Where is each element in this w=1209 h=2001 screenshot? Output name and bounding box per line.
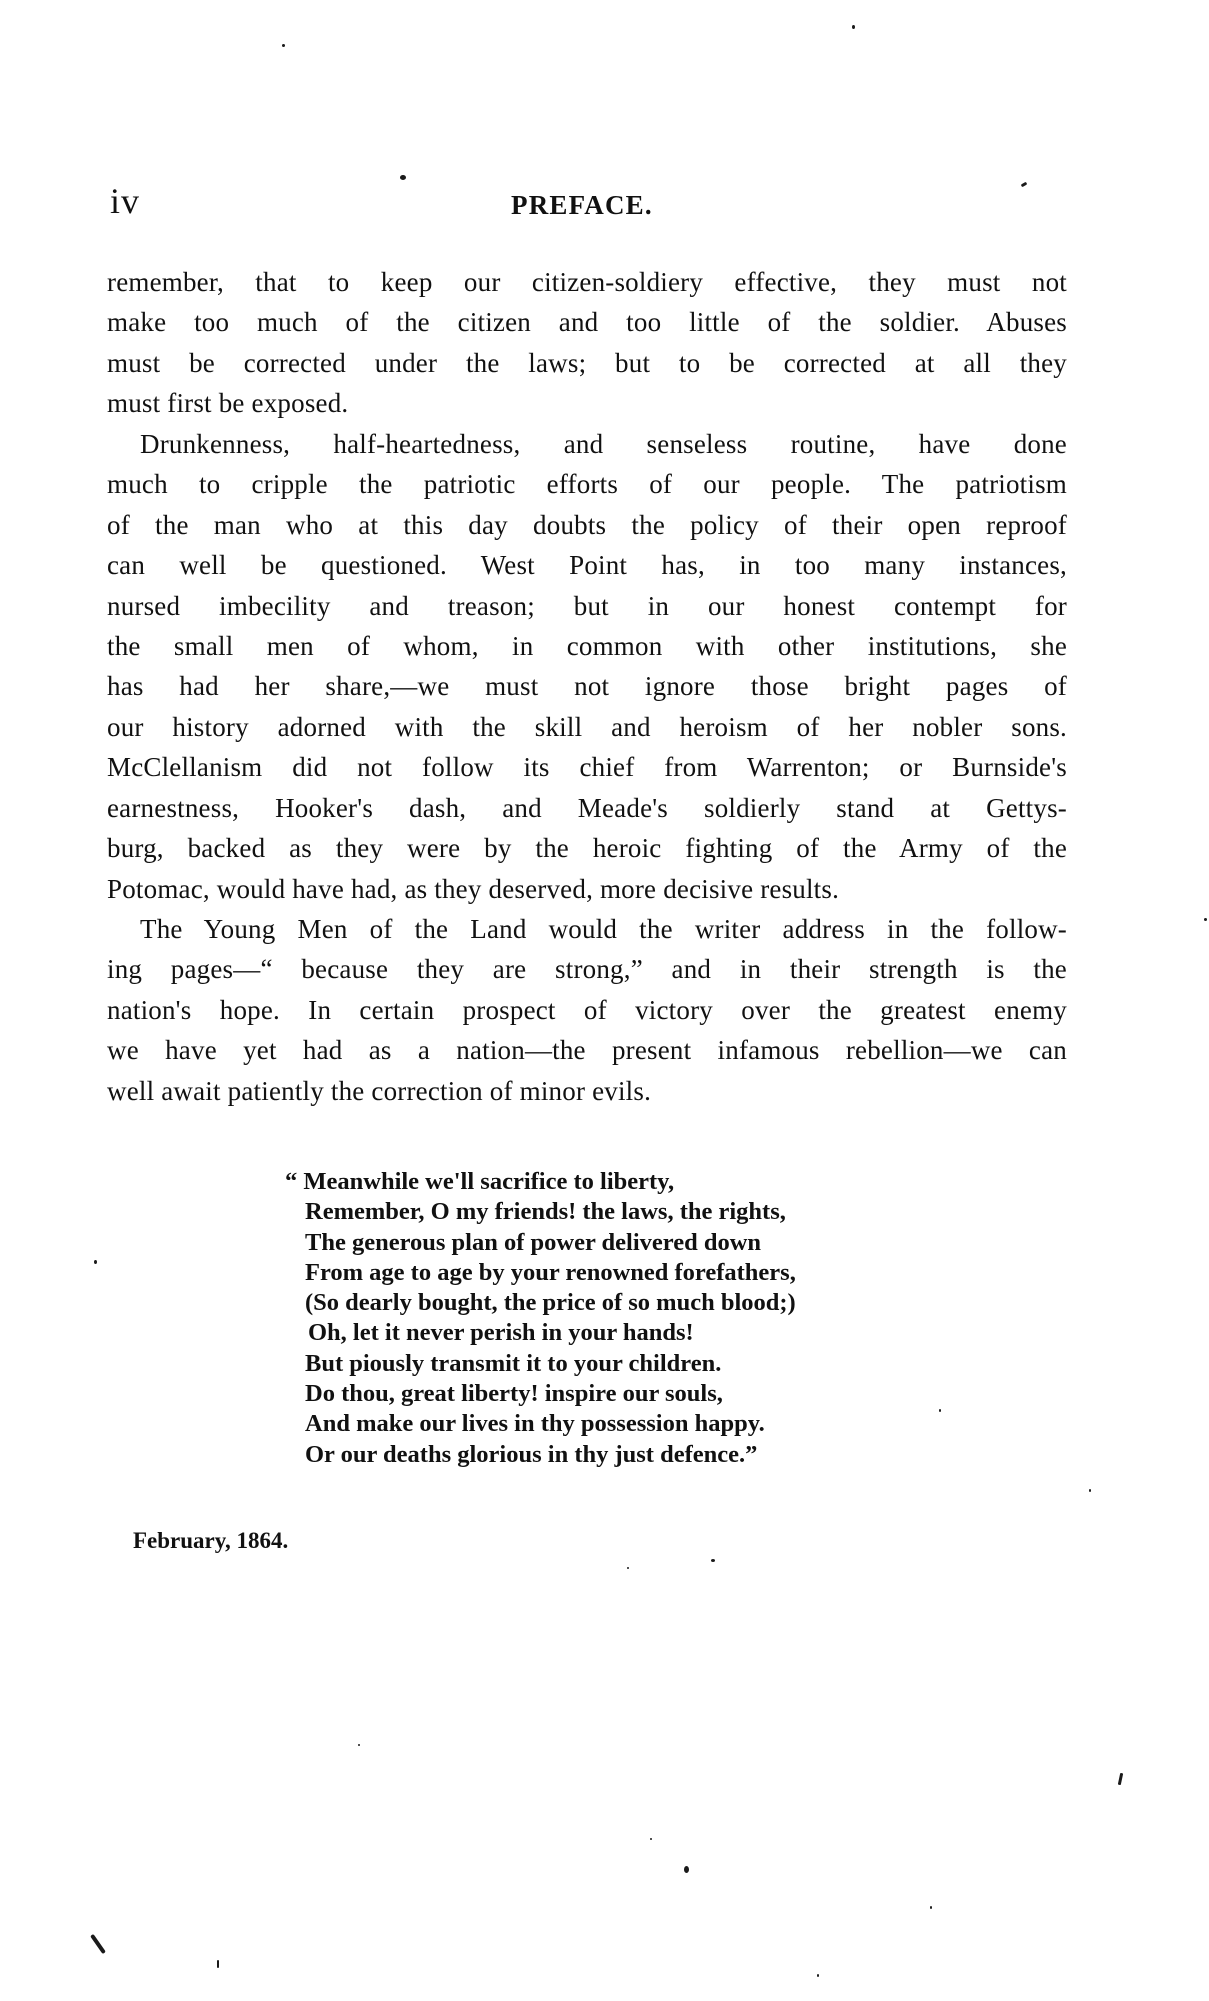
scan-speck bbox=[817, 1974, 819, 1977]
paragraph-3 bbox=[107, 909, 1067, 1111]
text-line: the small men of whom, in common with other institutions, she bbox=[107, 630, 1067, 661]
text-line: has had her share,—we must not ignore those bright pages of bbox=[107, 671, 1067, 702]
verse-line: “ Meanwhile we'll sacrifice to liberty, bbox=[285, 1168, 675, 1195]
text-line: must first be exposed. bbox=[107, 388, 349, 419]
scan-speck bbox=[930, 1906, 932, 1909]
text-line: nursed imbecility and treason; but in our honest contempt for bbox=[107, 590, 1067, 621]
verse-line: Do thou, great liberty! inspire our souls, bbox=[305, 1380, 723, 1408]
text-line: ing pages—“ because they are strong,” and in their strength is the bbox=[107, 954, 1067, 985]
page-number: iv bbox=[110, 181, 141, 221]
scan-speck bbox=[711, 1559, 715, 1562]
verse-quotation bbox=[285, 1167, 905, 1470]
verse-line: But piously transmit it to your children. bbox=[305, 1349, 722, 1377]
scan-speck bbox=[939, 1409, 941, 1412]
verse-line: (So dearly bought, the price of so much blood;) bbox=[305, 1289, 796, 1317]
text-line: Potomac, would have had, as they deserved, more decisive results. bbox=[107, 873, 840, 904]
scan-speck bbox=[1089, 1489, 1091, 1492]
text-line: Drunkenness, half-heartedness, and senseless routine, have done bbox=[140, 428, 1067, 459]
scan-speck bbox=[650, 1838, 652, 1840]
text-line: of the man who at this day doubts the policy of their open reproof bbox=[107, 509, 1067, 540]
text-line: make too much of the citizen and too little of the soldier. Abuses bbox=[107, 307, 1067, 338]
paragraph-2 bbox=[107, 424, 1067, 909]
text-line: McClellanism did not follow its chief from Warrenton; or Burnside's bbox=[107, 752, 1067, 783]
scan-speck bbox=[684, 1866, 689, 1873]
verse-line: The generous plan of power delivered down bbox=[305, 1228, 762, 1256]
text-line: can well be questioned. West Point has, in too many instances, bbox=[107, 550, 1067, 581]
scan-speck bbox=[282, 44, 285, 47]
text-line: must be corrected under the laws; but to be corrected at all they bbox=[107, 347, 1067, 378]
scan-speck bbox=[400, 175, 406, 180]
text-line: The Young Men of the Land would the writer address in the follow- bbox=[140, 914, 1067, 944]
verse-line: From age to age by your renowned forefathers, bbox=[305, 1258, 796, 1286]
text-line: burg, backed as they were by the heroic fighting of the Army of the bbox=[107, 833, 1067, 864]
verse-line: Oh, let it never perish in your hands! bbox=[308, 1319, 694, 1347]
text-line: much to cripple the patriotic efforts of our people. The patriotism bbox=[107, 469, 1067, 500]
scan-speck bbox=[852, 25, 855, 29]
text-line: remember, that to keep our citizen-soldiery effective, they must not bbox=[107, 267, 1067, 297]
preface-date: February, 1864. bbox=[133, 1528, 289, 1553]
scan-speck bbox=[90, 1934, 106, 1954]
text-line: nation's hope. In certain prospect of victory over the greatest enemy bbox=[107, 994, 1067, 1025]
text-line: our history adorned with the skill and heroism of her nobler sons. bbox=[107, 711, 1067, 742]
preface-body bbox=[107, 262, 1067, 1111]
scan-speck bbox=[94, 1260, 97, 1264]
running-head bbox=[0, 0, 1209, 230]
verse-line: Remember, O my friends! the laws, the rights, bbox=[305, 1198, 786, 1226]
paragraph-1 bbox=[107, 262, 1067, 424]
verse-line: And make our lives in thy possession happy. bbox=[305, 1410, 765, 1438]
text-line: earnestness, Hooker's dash, and Meade's soldierly stand at Gettys- bbox=[107, 792, 1067, 823]
text-line: well await patiently the correction of minor evils. bbox=[107, 1075, 652, 1106]
verse-line: Or our deaths glorious in thy just defence.” bbox=[305, 1440, 758, 1468]
running-title: PREFACE. bbox=[511, 190, 653, 220]
scan-speck bbox=[627, 1567, 629, 1569]
scan-speck bbox=[1118, 1773, 1123, 1785]
scan-speck bbox=[217, 1960, 219, 1968]
scan-speck bbox=[358, 1744, 360, 1746]
scan-speck bbox=[1204, 918, 1207, 921]
text-line: we have yet had as a nation—the present infamous rebellion—we can bbox=[107, 1035, 1067, 1066]
